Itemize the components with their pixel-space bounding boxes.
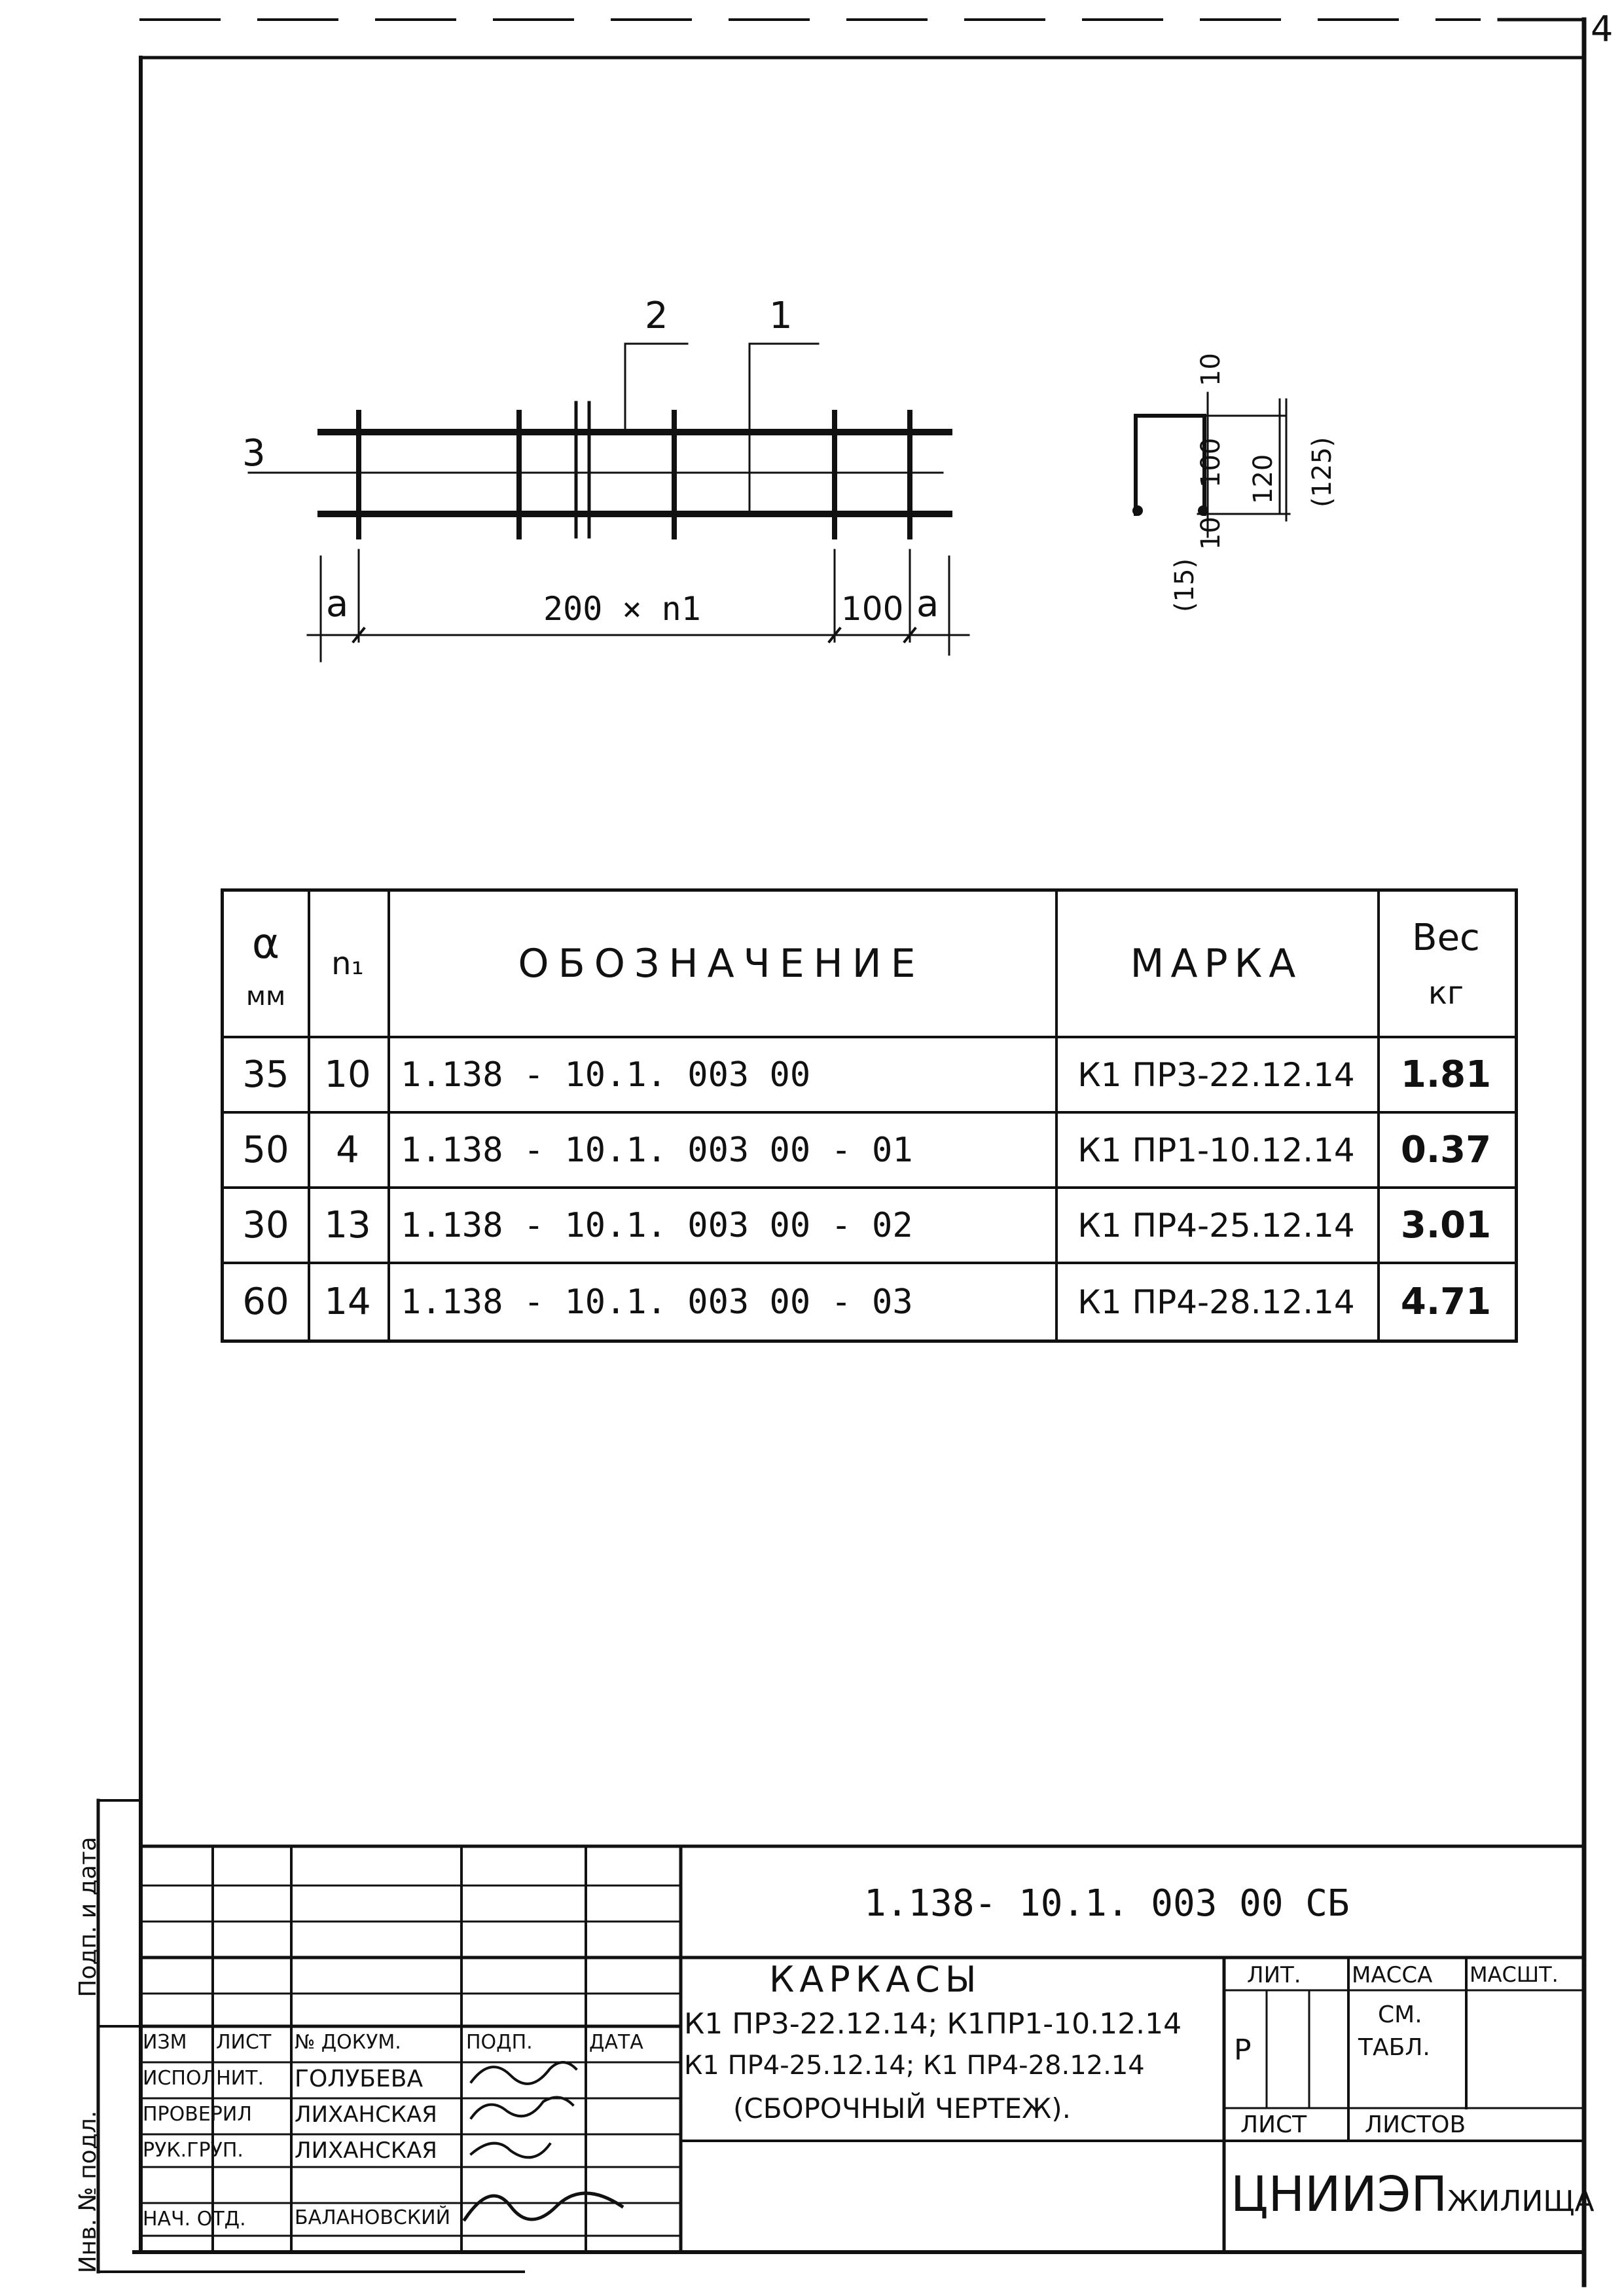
- dim-100: 100: [841, 590, 904, 628]
- name-checker: ЛИХАНСКАЯ: [295, 2102, 437, 2128]
- dim-a-right: a: [916, 583, 939, 625]
- section-dim-120: 120: [1248, 454, 1278, 504]
- organization-main: ЦНИИЭП: [1231, 2166, 1448, 2223]
- stamp-title-line-4: (СБОРОЧНЫЙ ЧЕРТЕЖ).: [733, 2092, 1071, 2124]
- header-weight-unit: кг: [1428, 975, 1464, 1011]
- sheet-number: 4: [1591, 9, 1614, 50]
- dim-span: 200 × n1: [543, 590, 701, 628]
- role-checker: ПРОВЕРИЛ: [143, 2103, 252, 2126]
- table-row-3-weight: 3.01: [1400, 1204, 1492, 1247]
- table-row-1-a: 35: [242, 1053, 289, 1096]
- stamp-col-date: ДАТА: [589, 2031, 643, 2054]
- section-dim-100: 100: [1196, 437, 1226, 488]
- inv-number-label: Инв. № подл.: [75, 2110, 101, 2274]
- header-a: α: [251, 920, 280, 968]
- mass-value-2: ТАБЛ.: [1358, 2034, 1430, 2061]
- table-row-1-weight: 1.81: [1400, 1053, 1492, 1096]
- stamp-title-line-3: К1 ПР4-25.12.14; К1 ПР4-28.12.14: [684, 2050, 1145, 2081]
- leader-label-2: 2: [645, 295, 668, 337]
- table-row-2-n: 4: [336, 1129, 359, 1171]
- table-row-3-a: 30: [242, 1204, 289, 1247]
- stamp-col-izm: ИЗМ: [143, 2031, 187, 2054]
- table-row-4-weight: 4.71: [1400, 1281, 1492, 1323]
- stamp-col-list: ЛИСТ: [216, 2031, 272, 2054]
- header-a-unit: мм: [245, 981, 286, 1011]
- organization-suffix: ЖИЛИЩА: [1447, 2185, 1595, 2218]
- header-weight: Вес: [1412, 916, 1480, 959]
- table-row-3-designation: 1.138 - 10.1. 003 00 - 02: [401, 1205, 913, 1245]
- leader-label-1: 1: [769, 295, 793, 337]
- table-row-3-n: 13: [324, 1204, 371, 1247]
- header-mark: МАРКА: [1130, 941, 1303, 987]
- table-row-2-mark: К1 ПР1-10.12.14: [1077, 1131, 1355, 1169]
- role-group-lead: РУК.ГРУП.: [143, 2139, 244, 2162]
- table-row-1-designation: 1.138 - 10.1. 003 00: [401, 1055, 811, 1095]
- lit-label: ЛИТ.: [1247, 1962, 1301, 1988]
- scale-label: МАСШТ.: [1470, 1962, 1559, 1987]
- table-row-2-weight: 0.37: [1400, 1129, 1492, 1171]
- header-designation: ОБОЗНАЧЕНИЕ: [518, 941, 925, 987]
- name-executor: ГОЛУБЕВА: [295, 2066, 424, 2092]
- leader-label-3: 3: [242, 432, 266, 475]
- stamp-title-line-2: К1 ПР3-22.12.14; К1ПР1-10.12.14: [684, 2007, 1182, 2041]
- table-row-3-mark: К1 ПР4-25.12.14: [1077, 1206, 1355, 1245]
- stamp-col-doc: № ДОКУМ.: [295, 2031, 401, 2054]
- role-dept-head: НАЧ. ОТД.: [143, 2208, 246, 2231]
- table-row-1-mark: К1 ПР3-22.12.14: [1077, 1055, 1355, 1094]
- header-n: n₁: [331, 945, 364, 982]
- table-row-4-a: 60: [242, 1281, 289, 1323]
- name-dept-head: БАЛАНОВСКИЙ: [295, 2206, 451, 2229]
- sign-date-label: Подп. и дата: [75, 1836, 101, 1997]
- role-executor: ИСПОЛНИТ.: [143, 2067, 264, 2090]
- mass-label: МАССА: [1352, 1962, 1433, 1988]
- section-dim-10-top: 10: [1196, 353, 1226, 386]
- document-code: 1.138- 10.1. 003 00 СБ: [864, 1882, 1350, 1925]
- table-row-4-n: 14: [324, 1281, 371, 1323]
- table-row-2-a: 50: [242, 1129, 289, 1171]
- table-row-1-n: 10: [324, 1053, 371, 1096]
- section-dim-125: (125): [1307, 437, 1337, 507]
- table-row-2-designation: 1.138 - 10.1. 003 00 - 01: [401, 1130, 913, 1170]
- section-dim-15: (15): [1170, 558, 1200, 612]
- specification-table: [221, 888, 1518, 1343]
- mass-value-1: СМ.: [1378, 2001, 1422, 2028]
- stamp-title-line-1: КАРКАСЫ: [769, 1959, 982, 2000]
- table-row-4-designation: 1.138 - 10.1. 003 00 - 03: [401, 1282, 913, 1322]
- sheets-label: ЛИСТОВ: [1365, 2111, 1466, 2138]
- lit-value: Р: [1234, 2033, 1252, 2067]
- name-group-lead: ЛИХАНСКАЯ: [295, 2138, 437, 2164]
- dim-a-left: a: [326, 583, 349, 625]
- sheet-label: ЛИСТ: [1240, 2111, 1307, 2138]
- organization-name: [1231, 2166, 1595, 2223]
- section-dim-10-bottom: 10: [1196, 517, 1226, 550]
- table-row-4-mark: К1 ПР4-28.12.14: [1077, 1283, 1355, 1321]
- stamp-col-sign: ПОДП.: [466, 2031, 533, 2054]
